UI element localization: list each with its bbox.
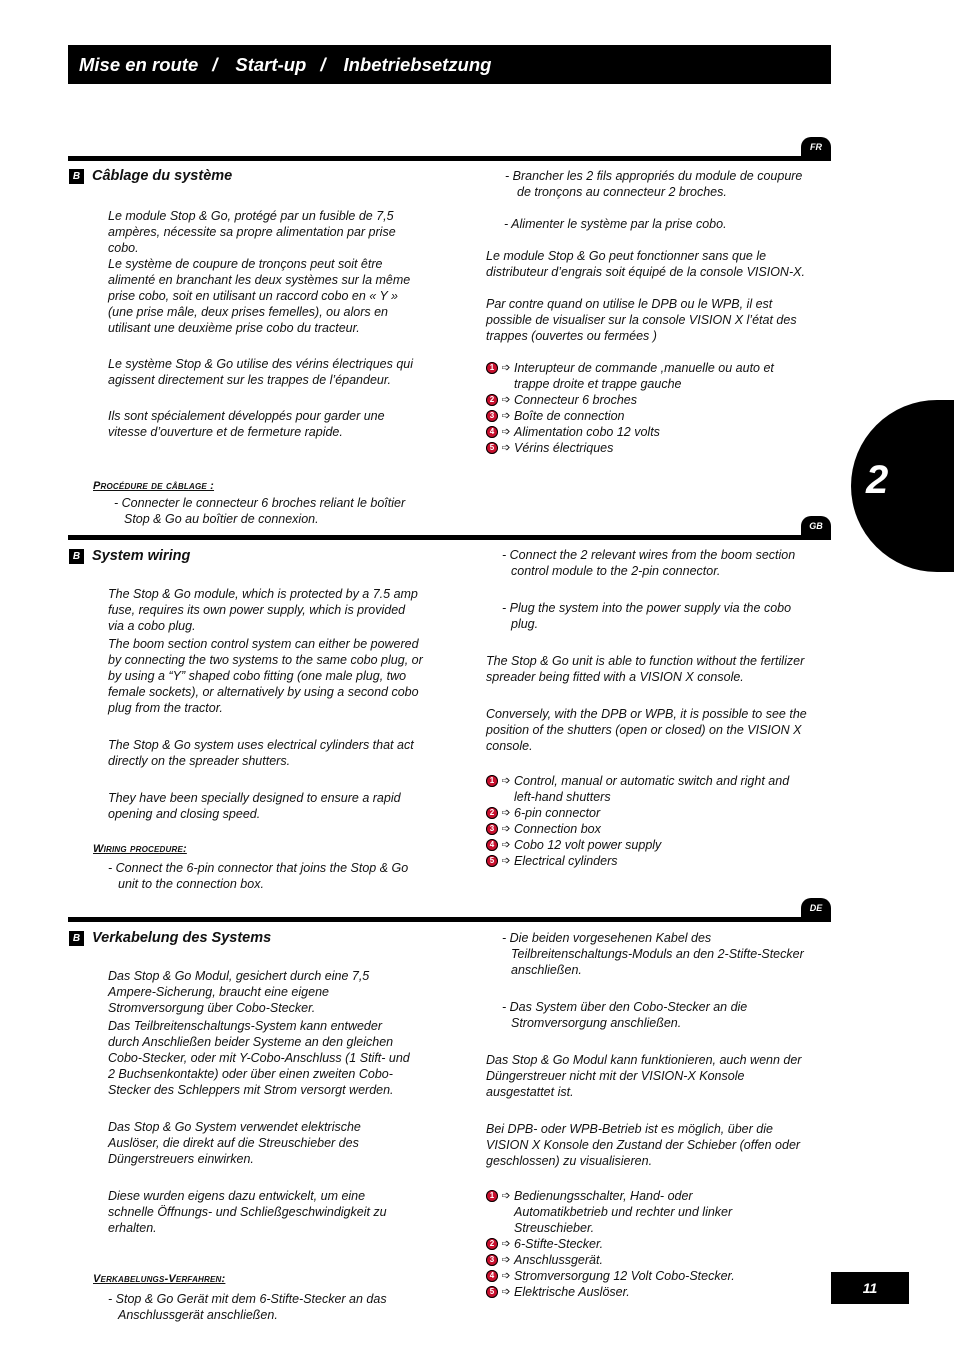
legend-item (486, 837, 814, 853)
bullet-item: - Alimenter le système par la prise cobo. (504, 217, 727, 231)
paragraph: The Stop & Go module, which is protected by a 7.5 amp fuse, requires its own power supply, which is provided via a cobo plug. (108, 587, 418, 633)
legend-number-badge: 1 (486, 1190, 498, 1202)
title-separator: / (212, 53, 218, 75)
legend-item (486, 440, 806, 456)
legend-item (486, 805, 814, 821)
paragraph: They have been specially designed to ensure a rapid opening and closing speed. (108, 791, 401, 821)
page-title-bar (68, 45, 831, 84)
section-heading-de (69, 930, 271, 946)
paragraph: Bei DPB- oder WPB-Betrieb ist es möglich, über die VISION X Konsole den Zustand der Schieber (offen oder geschlossen) zu visualisieren. (486, 1122, 801, 1168)
arrow-icon: ➩ (501, 1254, 511, 1266)
legend-item (486, 1268, 806, 1284)
paragraph: Das Teilbreitenschaltungs-System kann entweder durch Anschließen beider Systeme an den gleichen Cobo-Stecker, oder mit Y-Cobo-Anschluss (1 Stift- und 2 Buchsenkontakte) oder über einen zweiten Cobo-Stecker des Schleppers mit Strom versorgt werden. (108, 1019, 410, 1097)
section-heading-gb (69, 548, 190, 564)
lang-tab-gb: GB (801, 516, 831, 536)
legend-text: Connection box (514, 822, 601, 836)
gb-right-column (486, 547, 814, 869)
legend-item (486, 360, 806, 392)
paragraph: The Stop & Go unit is able to function without the fertilizer spreader being fitted with a VISION X console. (486, 654, 805, 684)
bullet-item: - Die beiden vorgesehenen Kabel des Teilbreitenschaltungs-Moduls an den 2-Stifte-Stecker anschließen. (502, 931, 804, 977)
legend-list-gb (486, 773, 814, 869)
section-heading-fr (69, 168, 232, 184)
legend-item (486, 773, 814, 805)
legend-item (486, 821, 814, 837)
legend-text: Vérins électriques (514, 441, 614, 455)
legend-number-badge: 2 (486, 1238, 498, 1250)
arrow-icon: ➩ (501, 855, 511, 867)
procedure-heading-gb: Wiring procedure: (93, 843, 187, 855)
legend-item (486, 1236, 806, 1252)
procedure-heading-fr: Procédure de câblage : (93, 480, 215, 492)
legend-text: Alimentation cobo 12 volts (514, 425, 660, 439)
fr-left-column (108, 208, 418, 440)
chapter-number: 2 (866, 458, 889, 502)
legend-list-fr (486, 360, 806, 456)
legend-item (486, 424, 806, 440)
arrow-icon: ➩ (501, 442, 511, 454)
lang-tab-de: DE (801, 898, 831, 918)
legend-text: Anschlussgerät. (514, 1253, 603, 1267)
legend-text: Elektrische Auslöser. (514, 1285, 630, 1299)
title-separator: / (320, 53, 326, 75)
procedure-step-fr: - Connecter le connecteur 6 broches reliant le boîtier Stop & Go au boîtier de connexion. (114, 496, 406, 526)
procedure-step-gb: - Connect the 6-pin connector that joins the Stop & Go unit to the connection box. (108, 861, 409, 891)
arrow-icon: ➩ (501, 839, 511, 851)
arrow-icon: ➩ (501, 823, 511, 835)
legend-text: Bedienungsschalter, Hand- oder Automatikbetrieb und rechter und linker Streuschieber. (514, 1189, 733, 1235)
legend-number-badge: 4 (486, 839, 498, 851)
section-divider (68, 917, 831, 922)
section-heading-text: Câblage du système (92, 168, 233, 184)
legend-number-badge: 2 (486, 394, 498, 406)
paragraph: Ils sont spécialement développés pour garder une vitesse d’ouverture et de fermeture rapide. (108, 409, 385, 439)
title-de: Inbetriebsetzung (343, 53, 492, 75)
paragraph: The Stop & Go system uses electrical cylinders that act directly on the spreader shutters. (108, 738, 414, 768)
section-letter-badge: B (69, 549, 84, 564)
legend-number-badge: 5 (486, 855, 498, 867)
legend-number-badge: 3 (486, 1254, 498, 1266)
arrow-icon: ➩ (501, 1270, 511, 1282)
procedure-step-de: - Stop & Go Gerät mit dem 6-Stifte-Stecker an das Anschlussgerät anschließen. (108, 1292, 387, 1322)
gb-left-column (108, 586, 423, 822)
legend-number-badge: 1 (486, 775, 498, 787)
paragraph: Conversely, with the DPB or WPB, it is possible to see the position of the shutters (open or closed) on the VISION X console. (486, 707, 807, 753)
paragraph: Das Stop & Go Modul kann funktionieren, auch wenn der Düngerstreuer nicht mit der VISION-X Konsole ausgestattet ist. (486, 1053, 802, 1099)
arrow-icon: ➩ (501, 362, 511, 374)
legend-item (486, 408, 806, 424)
section-divider (68, 535, 831, 540)
arrow-icon: ➩ (501, 394, 511, 406)
arrow-icon: ➩ (501, 1286, 511, 1298)
section-heading-text: Verkabelung des Systems (92, 930, 272, 946)
legend-text: Cobo 12 volt power supply (514, 838, 662, 852)
legend-number-badge: 2 (486, 807, 498, 819)
legend-list-de (486, 1188, 806, 1300)
legend-number-badge: 3 (486, 410, 498, 422)
paragraph: Das Stop & Go Modul, gesichert durch eine 7,5 Ampere-Sicherung, braucht eine eigene Stromversorgung über Cobo-Stecker. (108, 969, 370, 1015)
paragraph: The boom section control system can either be powered by connecting the two systems to the same cobo plug, or by using a “Y” shaped cobo fitting (one male plug, two female sockets), or alternatively by using a second cobo plug from the tractor. (108, 637, 423, 715)
bullet-item: - Brancher les 2 fils appropriés du module de coupure de tronçons au connecteur 2 broches. (505, 169, 803, 199)
legend-item (486, 1252, 806, 1268)
de-left-column (108, 968, 413, 1236)
paragraph: Diese wurden eigens dazu entwickelt, um eine schnelle Öffnungs- und Schließgeschwindigkeit zu erhalten. (108, 1189, 387, 1235)
legend-text: Boîte de connection (514, 409, 625, 423)
legend-number-badge: 3 (486, 823, 498, 835)
legend-text: 6-pin connector (514, 806, 601, 820)
legend-item (486, 853, 814, 869)
section-letter-badge: B (69, 169, 84, 184)
arrow-icon: ➩ (501, 1190, 511, 1202)
legend-text: Control, manual or automatic switch and right and left-hand shutters (514, 774, 790, 804)
section-divider (68, 156, 831, 161)
procedure-heading-de: Verkabelungs-Verfahren: (93, 1273, 226, 1285)
bullet-item: - Connect the 2 relevant wires from the boom section control module to the 2-pin connector. (502, 548, 796, 578)
legend-number-badge: 1 (486, 362, 498, 374)
section-heading-text: System wiring (92, 548, 191, 564)
arrow-icon: ➩ (501, 426, 511, 438)
legend-text: Electrical cylinders (514, 854, 618, 868)
paragraph: Par contre quand on utilise le DPB ou le WPB, il est possible de visualiser sur la console VISION X l’état des trappes (ouvertes ou fermées ) (486, 297, 797, 343)
legend-number-badge: 4 (486, 426, 498, 438)
title-fr: Mise en route (79, 53, 199, 75)
de-right-column (486, 930, 806, 1300)
legend-text: 6-Stifte-Stecker. (514, 1237, 604, 1251)
legend-item (486, 392, 806, 408)
arrow-icon: ➩ (501, 775, 511, 787)
legend-text: Connecteur 6 broches (514, 393, 637, 407)
paragraph: Le module Stop & Go, protégé par un fusible de 7,5 ampères, nécessite sa propre alimentation par prise cobo. (108, 209, 396, 255)
page-number: 11 (831, 1272, 909, 1304)
title-en: Start-up (235, 53, 307, 75)
legend-text: Interupteur de commande ,manuelle ou auto et trappe droite et trappe gauche (514, 361, 774, 391)
fr-right-column (486, 168, 806, 456)
legend-item (486, 1284, 806, 1300)
paragraph: Das Stop & Go System verwendet elektrische Auslöser, die direkt auf die Streuschieber des Düngerstreuers einwirken. (108, 1120, 361, 1166)
section-letter-badge: B (69, 931, 84, 946)
paragraph: Le système Stop & Go utilise des vérins électriques qui agissent directement sur les trappes de l’épandeur. (108, 357, 414, 387)
bullet-item: - Das System über den Cobo-Stecker an die Stromversorgung anschließen. (502, 1000, 748, 1030)
arrow-icon: ➩ (501, 410, 511, 422)
paragraph: Le module Stop & Go peut fonctionner sans que le distributeur d’engrais soit équipé de la console VISION-X. (486, 249, 805, 279)
legend-number-badge: 5 (486, 1286, 498, 1298)
legend-number-badge: 5 (486, 442, 498, 454)
legend-text: Stromversorgung 12 Volt Cobo-Stecker. (514, 1269, 735, 1283)
arrow-icon: ➩ (501, 1238, 511, 1250)
lang-tab-fr: FR (801, 137, 831, 157)
legend-number-badge: 4 (486, 1270, 498, 1282)
paragraph: Le système de coupure de tronçons peut soit être alimenté en branchant les deux systèmes sur la même prise cobo, soit en utilisant un raccord cobo en « Y » (une prise mâle, deux prises femelles), ou alors en utilisant une deuxième prise cobo du tracteur. (108, 257, 411, 335)
bullet-item: - Plug the system into the power supply via the cobo plug. (502, 601, 792, 631)
arrow-icon: ➩ (501, 807, 511, 819)
legend-item (486, 1188, 806, 1236)
